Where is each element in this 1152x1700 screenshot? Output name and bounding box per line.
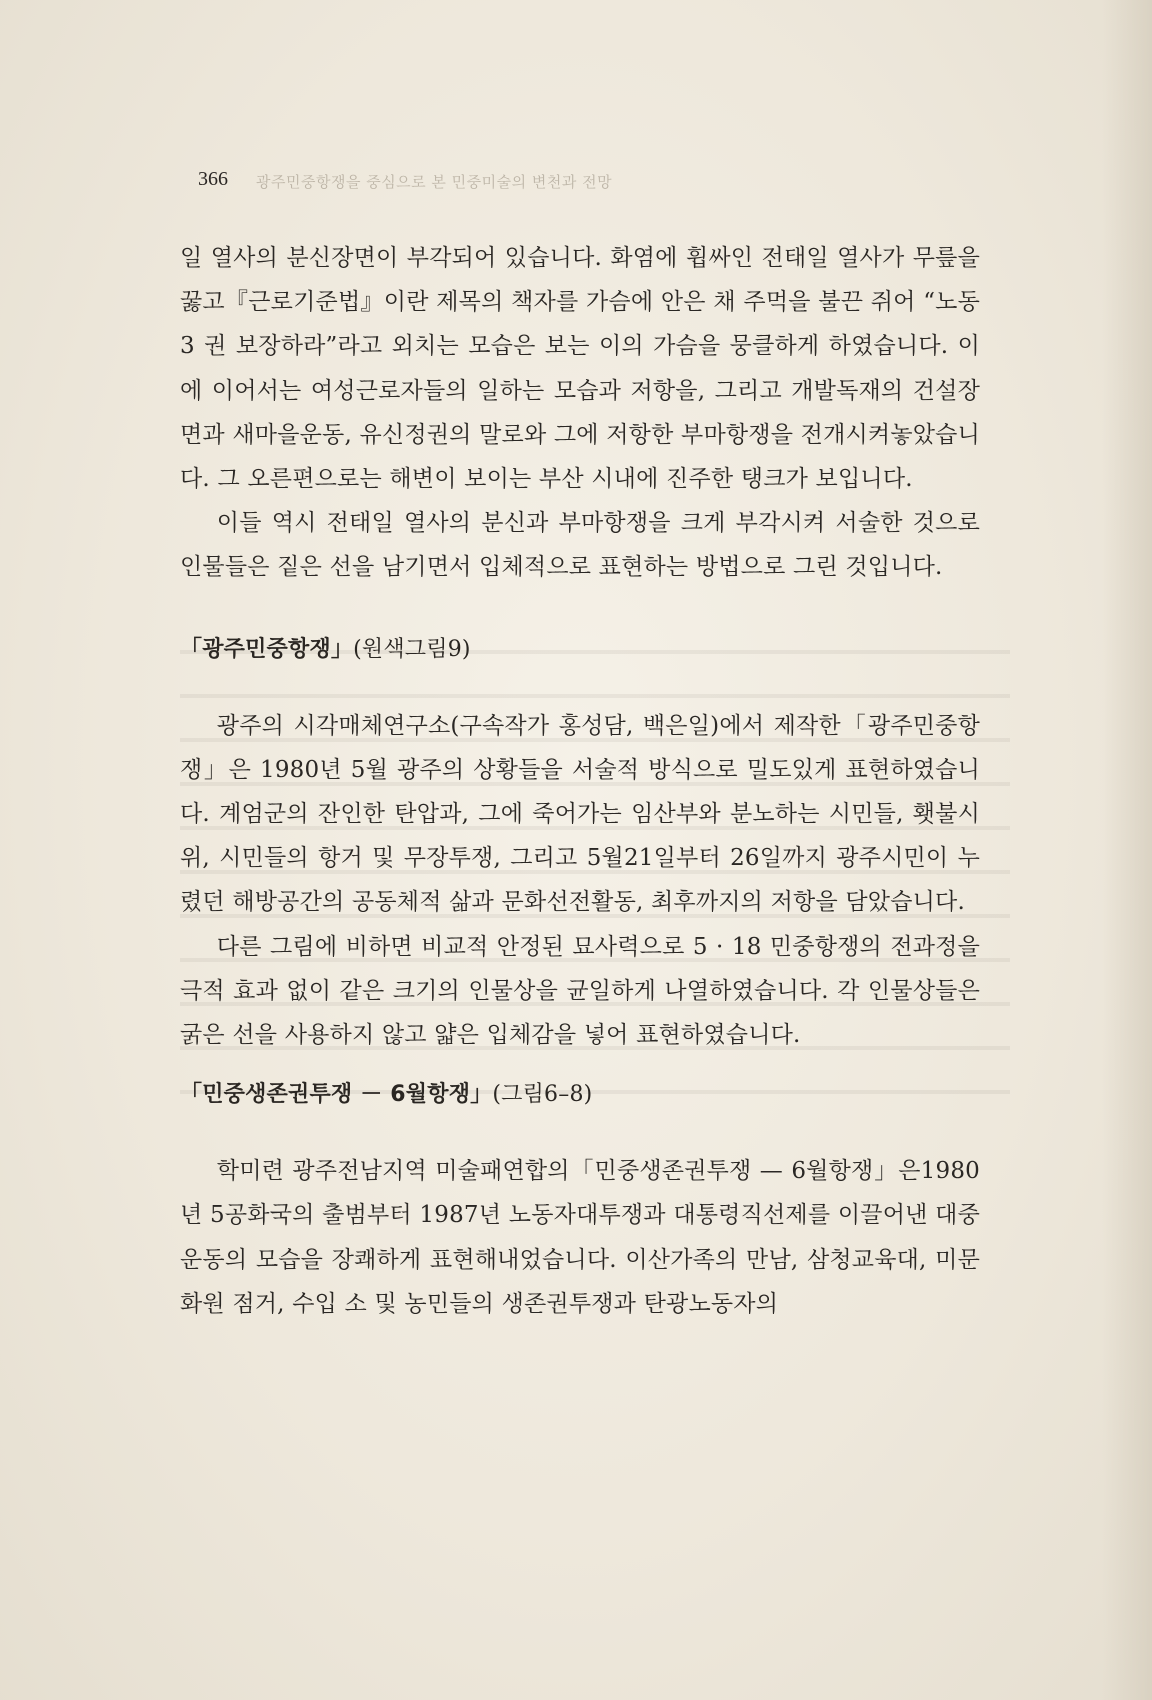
- section-heading-note: (원색그림9): [353, 636, 471, 662]
- body-text: [180, 236, 980, 1326]
- section-heading: [180, 628, 980, 672]
- page-edge-shadow: [1102, 0, 1152, 1700]
- paragraph: 일 열사의 분신장면이 부각되어 있습니다. 화염에 휩싸인 전태일 열사가 무릎을 꿇고『근로기준법』이란 제목의 책자를 가슴에 안은 채 주먹을 불끈 쥐어 “노동 3 권 보장하라”라고 외치는 모습은 보는 이의 가슴을 뭉클하게 하였습니다. 이에 이어서는 여성근로자들의 일하는 모습과 저항을, 그리고 개발독재의 건설장면과 새마을운동, 유신정권의 말로와 그에 저항한 부마항쟁을 전개시켜놓았습니다. 그 오른편으로는 해변이 보이는 부산 시내에 진주한 탱크가 보입니다.: [180, 245, 980, 493]
- paragraph: 학미련 광주전남지역 미술패연합의「민중생존권투쟁 — 6월항쟁」은1980년 5공화국의 출범부터 1987년 노동자대투쟁과 대통령직선제를 이끌어낸 대중운동의 모습을 장쾌하게 표현해내었습니다. 이산가족의 만남, 삼청교육대, 미문화원 점거, 수입 소 및 농민들의 생존권투쟁과 탄광노동자의: [180, 1158, 980, 1317]
- section-heading-title: 「민중생존권투쟁 － 6월항쟁」: [180, 1082, 493, 1108]
- running-header: [198, 168, 998, 198]
- paragraph: 광주의 시각매체연구소(구속작가 홍성담, 백은일)에서 제작한「광주민중항쟁」은 1980년 5월 광주의 상황들을 서술적 방식으로 밀도있게 표현하였습니다. 계엄군의 잔인한 탄압과, 그에 죽어가는 임산부와 분노하는 시민들, 횃불시위, 시민들의 항거 및 무장투쟁, 그리고 5월21일부터 26일까지 광주시민이 누렸던 해방공간의 공동체적 삶과 문화선전활동, 최후까지의 저항을 담았습니다.: [180, 712, 980, 916]
- page-number: 366: [198, 168, 228, 190]
- paragraph: 다른 그림에 비하면 비교적 안정된 묘사력으로 5 · 18 민중항쟁의 전과정을 극적 효과 없이 같은 크기의 인물상을 균일하게 나열하였습니다. 각 인물상들은 굵은 선을 사용하지 않고 얇은 입체감을 넣어 표현하였습니다.: [180, 933, 980, 1049]
- running-header-title: 광주민중항쟁을 중심으로 본 민중미술의 변천과 전망: [256, 173, 613, 191]
- paragraph: 이들 역시 전태일 열사의 분신과 부마항쟁을 크게 부각시켜 서술한 것으로 인물들은 짙은 선을 남기면서 입체적으로 표현하는 방법으로 그린 것입니다.: [180, 510, 980, 581]
- section-heading-title: 「광주민중항쟁」: [180, 636, 354, 662]
- section-heading: [180, 1073, 980, 1117]
- section-heading-note: (그림6–8): [492, 1082, 593, 1108]
